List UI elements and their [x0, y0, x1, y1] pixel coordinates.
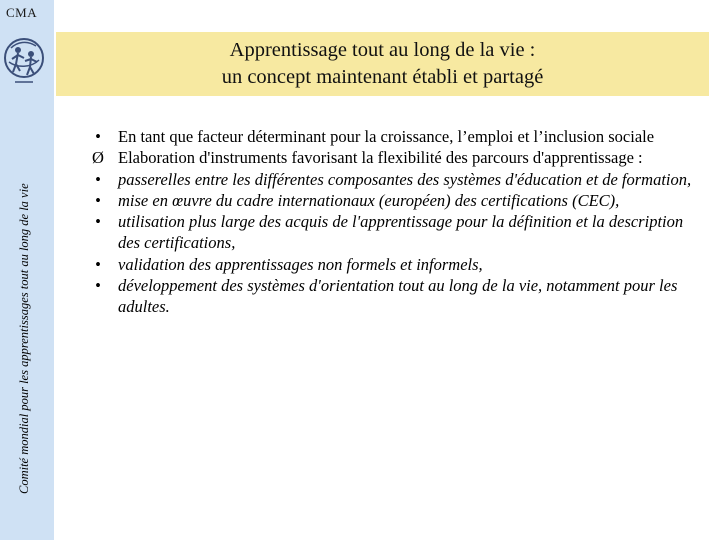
bullet-list	[86, 126, 706, 318]
bullet-icon: •	[95, 212, 101, 232]
list-item-text: En tant que facteur déterminant pour la croissance, l’emploi et l’inclusion sociale	[118, 127, 655, 146]
list-item	[86, 147, 706, 168]
list-item	[86, 169, 706, 190]
list-item-text: Elaboration d'instruments favorisant la flexibilité des parcours d'apprentissage :	[118, 148, 643, 168]
list-item-text: utilisation plus large des acquis de l'apprentissage pour la définition et la description des certifications,	[118, 212, 684, 253]
bullet-icon: •	[95, 254, 101, 274]
list-item	[86, 126, 706, 147]
list-item-text: développement des systèmes d'orientation tout au long de la vie, notamment pour les adultes.	[118, 276, 678, 317]
vertical-caption: Comité mondial pour les apprentissages tout au long de la vie	[17, 183, 31, 494]
list-item	[86, 275, 706, 318]
list-item	[86, 254, 706, 275]
list-item-text: validation des apprentissages non formels et informels,	[118, 254, 483, 274]
bullet-icon: •	[95, 169, 101, 189]
org-abbrev: CMA	[6, 5, 38, 20]
bullet-icon: •	[95, 190, 101, 210]
globe-figures-logo-icon	[3, 30, 45, 92]
bullet-icon: •	[95, 127, 101, 146]
bullet-icon: •	[95, 276, 101, 296]
title-line-1: Apprentissage tout au long de la vie :	[229, 39, 536, 61]
sidebar	[0, 0, 54, 540]
arrow-bullet-icon: Ø	[92, 148, 104, 168]
list-item-text: mise en œuvre du cadre internationaux (européen) des certifications (CEC),	[118, 190, 620, 210]
list-item	[86, 190, 706, 211]
title-line-2: un concept maintenant établi et partagé	[221, 66, 544, 88]
list-item-text: passerelles entre les différentes composantes des systèmes d'éducation et de formation,	[118, 169, 692, 189]
title-band	[56, 32, 709, 96]
list-item	[86, 211, 706, 254]
